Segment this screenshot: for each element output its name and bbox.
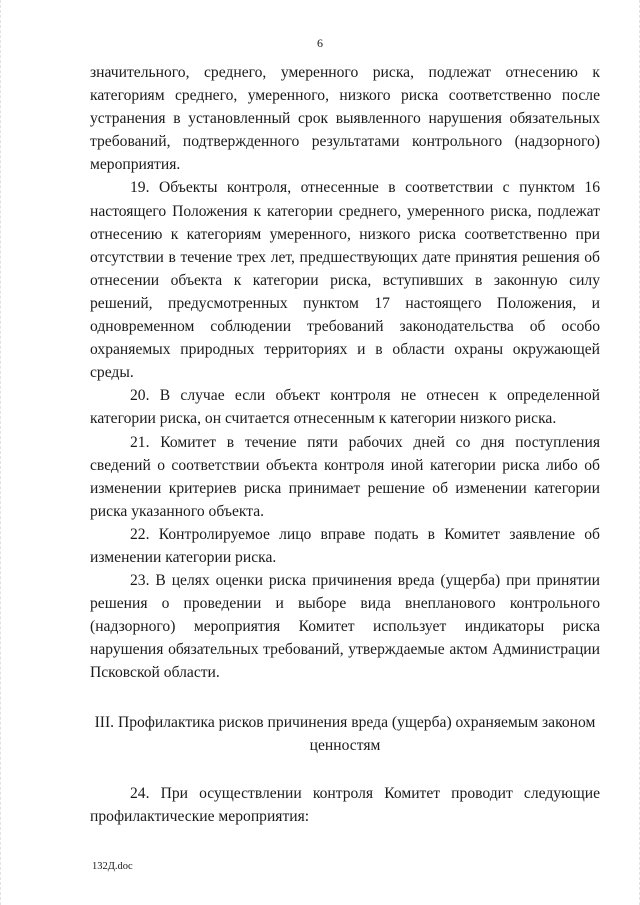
paragraph-21: 21. Комитет в течение пяти рабочих дней со дня поступления сведений о соответствии объекта контроля иной категории риска либо об изменении критериев риска принимает решение об изменении категории риска указанного объекта. — [90, 433, 600, 520]
section-heading: III. Профилактика рисков причинения вреда (ущерба) охраняемым законом ценностям — [94, 713, 596, 755]
footer-filename: 132Д.doc — [92, 861, 133, 872]
paragraph-continuation: значительного, среднего, умеренного риска, подлежат отнесению к категориям среднего, умеренного, низкого риска соответственно после устранения в установленный срок выявленного нарушения обязательных требований, подтвержденного результатами контрольного (надзорного) мероприятия. — [90, 64, 600, 174]
paragraph-19: 19. Объекты контроля, отнесенные в соответствии с пунктом 16 настоящего Положения к категории среднего, умеренного риска, подлежат отнесению к категориям умеренного, низкого риска соответственно при отсутствии в течение трех лет, предшествующих дате принятия решения об отнесении объекта к категории риска, вступивших в законную силу решений, предусмотренных пунктом 17 настоящего Положения, и одновременном соблюдении требований законодательства об особо охраняемых природных территориях и в области охраны окружающей среды. — [90, 179, 600, 382]
paragraph-22: 22. Контролируемое лицо вправе подать в Комитет заявление об изменении категории риска. — [90, 525, 600, 566]
page-number: 6 — [317, 36, 323, 50]
paragraph-20: 20. В случае если объект контроля не отнесен к определенной категории риска, он считается отнесенным к категории низкого риска. — [90, 387, 600, 428]
document-body — [90, 61, 600, 828]
paragraph-23: 23. В целях оценки риска причинения вреда (ущерба) при принятии решения о проведении и выборе вида внепланового контрольного (надзорного) мероприятия Комитет использует индикаторы риска нарушения обязательных требований, утверждаемые актом Администрации Псковской области. — [90, 572, 600, 682]
paragraph-24: 24. При осуществлении контроля Комитет проводит следующие профилактические мероприятия: — [90, 784, 600, 825]
